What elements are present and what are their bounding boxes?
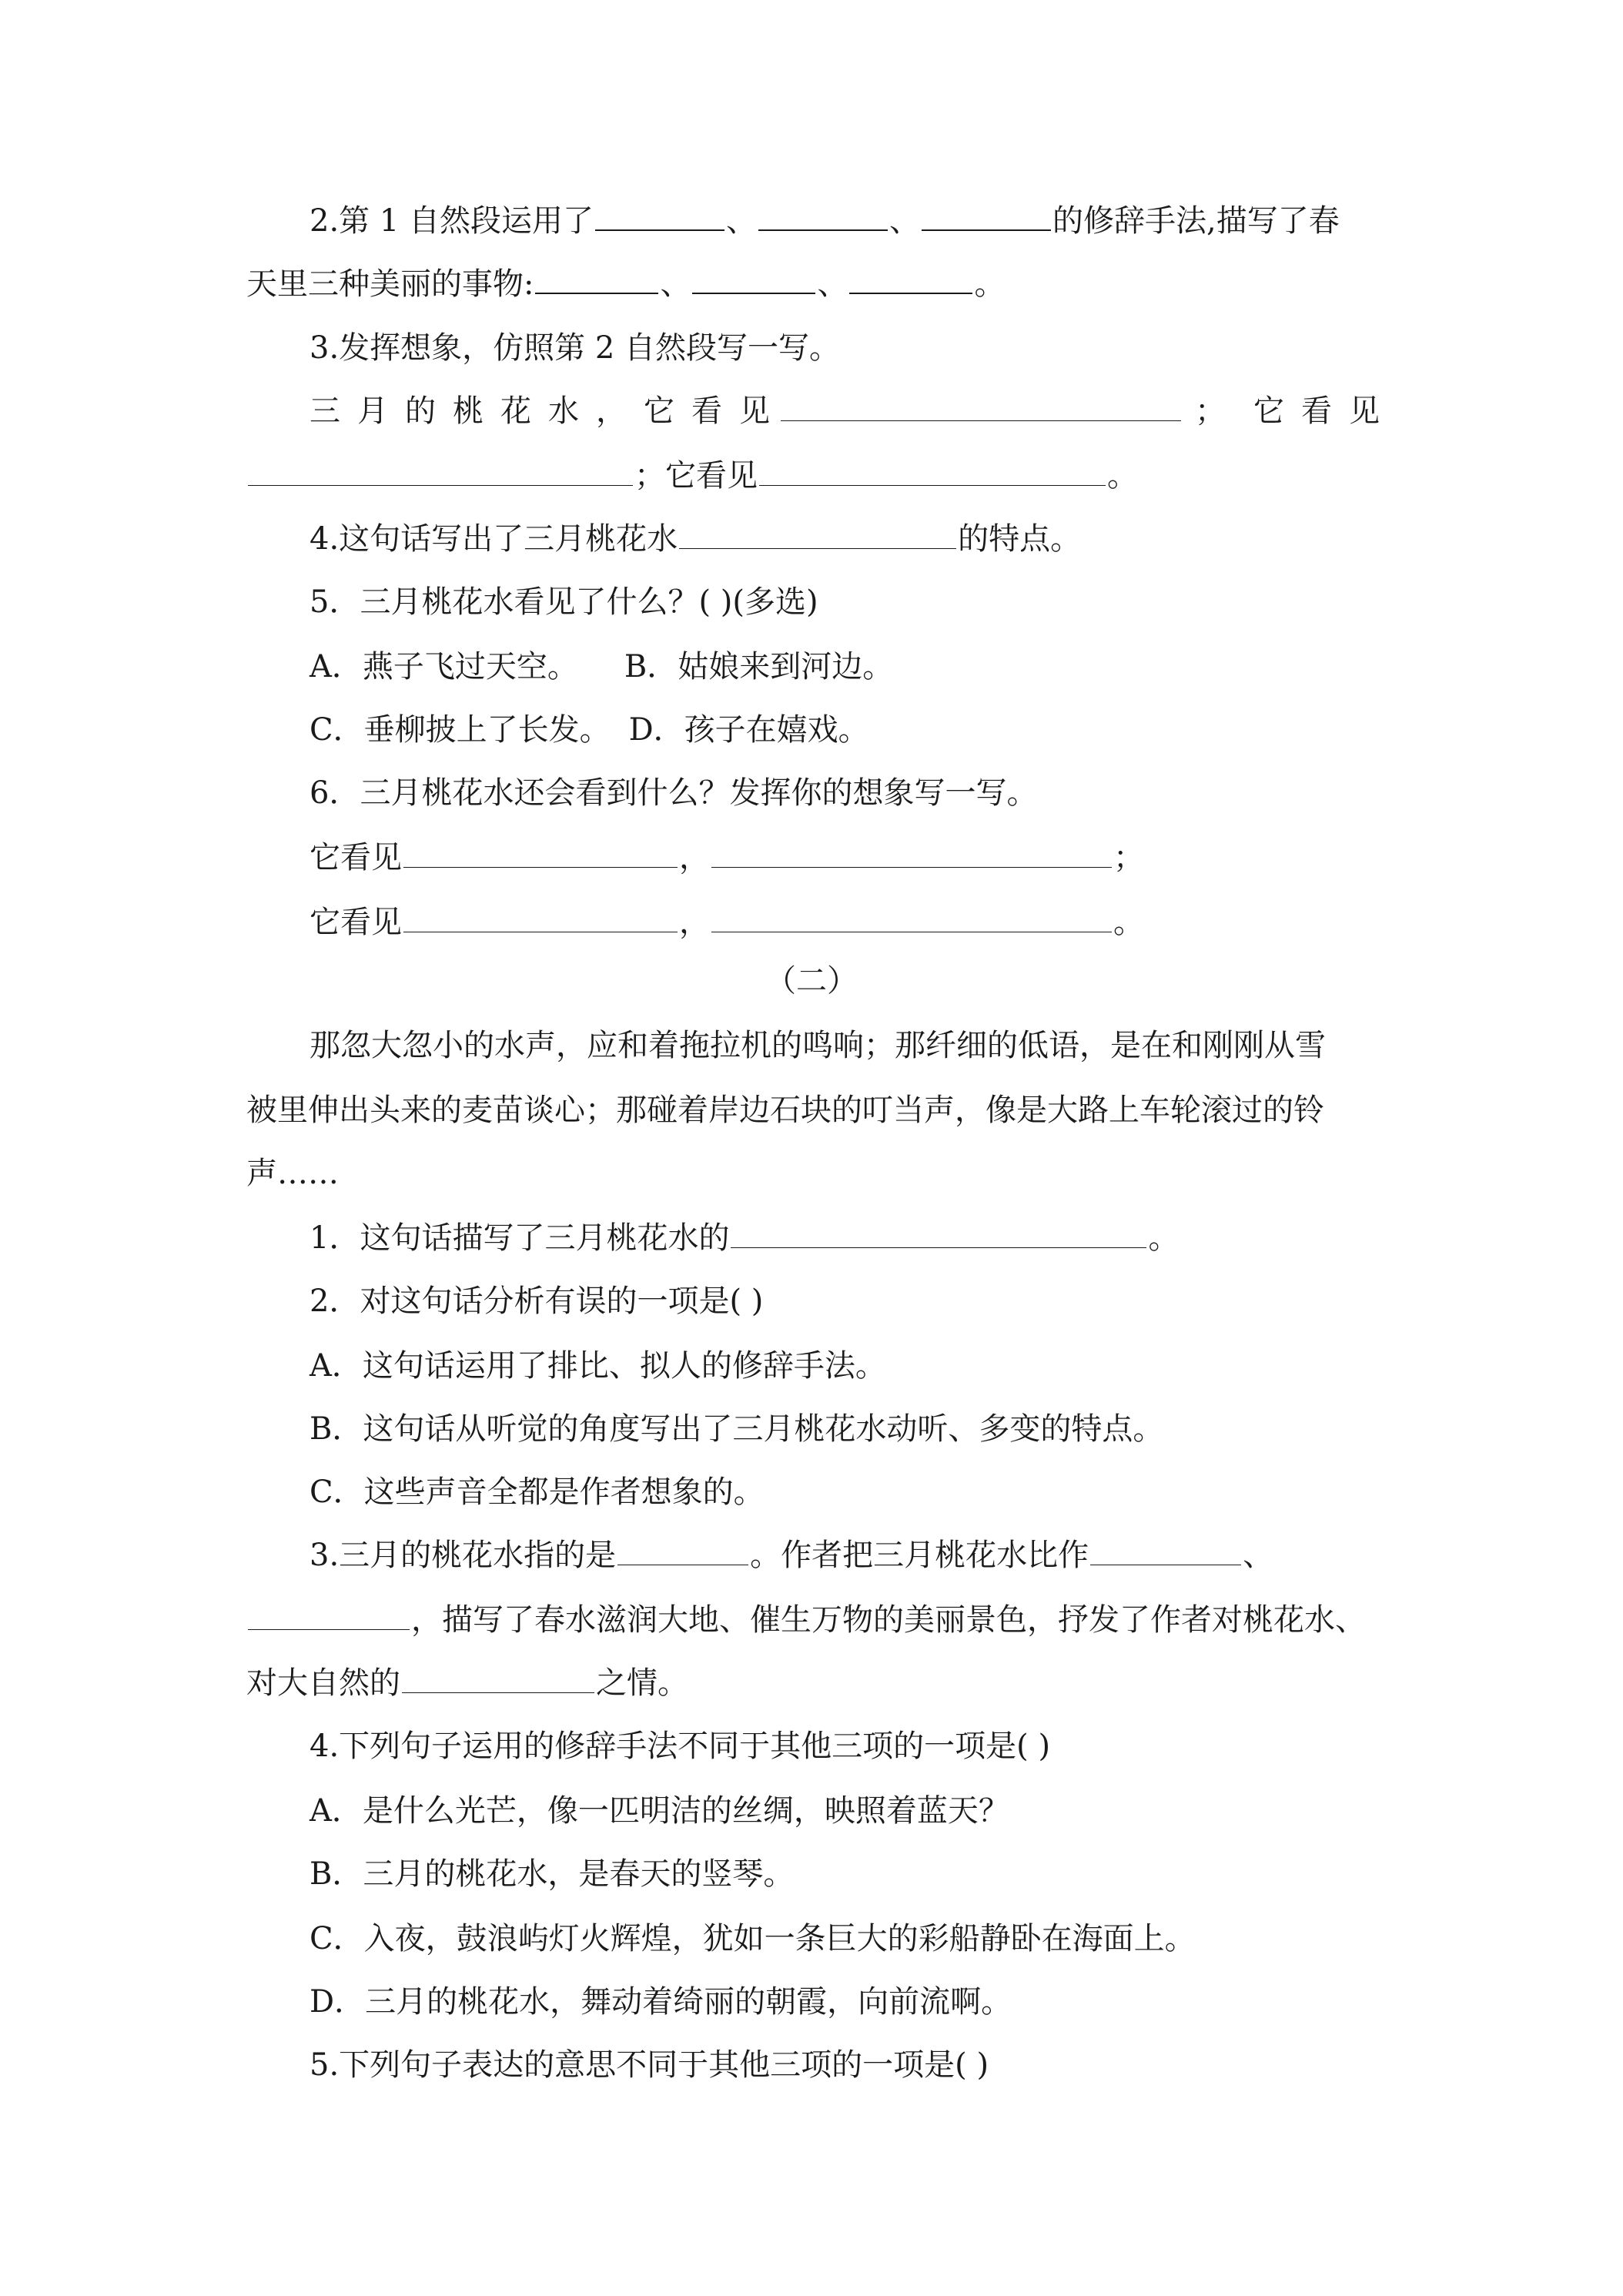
answer-blank[interactable] [711, 839, 1112, 868]
char: 水 [548, 393, 596, 429]
question-2-1 [310, 1220, 1449, 1257]
text: 天里三种美丽的事物: [246, 266, 534, 302]
question-2-4-option-d[interactable]: D．三月的桃花水，舞动着绮丽的朝霞，向前流啊。 [310, 1984, 1012, 2020]
answer-blank[interactable] [595, 202, 724, 231]
question-2-4-title: 4.下列句子运用的修辞手法不同于其他三项的一项是( ) [310, 1729, 1051, 1764]
answer-blank[interactable] [731, 1220, 1146, 1248]
text: 。 [1107, 458, 1138, 494]
text: 它看见 [310, 840, 402, 875]
question-1-5-title: 5．三月桃花水看见了什么？( )(多选) [310, 584, 818, 620]
question-2-2-title: 2．对这句话分析有误的一项是( ) [310, 1284, 764, 1319]
char: ， [596, 393, 644, 429]
question-1-3-title: 3.发挥想象，仿照第 2 自然段写一写。 [310, 330, 841, 366]
question-2-5-title: 5.下列句子表达的意思不同于其他三项的一项是( ) [310, 2047, 989, 2083]
question-1-2-line2 [246, 265, 1386, 303]
text: 。作者把三月桃花水比作 [750, 1538, 1089, 1573]
answer-blank[interactable] [679, 520, 956, 549]
answer-blank[interactable] [759, 457, 1106, 486]
text: 之情。 [596, 1665, 688, 1701]
text: 。 [1148, 1220, 1180, 1256]
section-heading: （二） [765, 963, 858, 999]
option-b[interactable]: B．姑娘来到河边。 [624, 649, 894, 684]
char: 三 [310, 393, 357, 429]
char: 见 [1349, 393, 1380, 429]
char: 看 [691, 393, 739, 429]
answer-blank[interactable] [922, 202, 1051, 231]
text: 的修辞手法,描写了春 [1052, 203, 1340, 239]
text: ， [679, 905, 710, 940]
question-2-2-option-a[interactable]: A．这句话运用了排比、拟人的修辞手法。 [310, 1348, 886, 1384]
text: 、 [889, 203, 921, 239]
char: 见 [739, 393, 770, 429]
answer-blank[interactable] [849, 265, 972, 294]
question-2-3-line1 [310, 1537, 1449, 1574]
text: ； [1113, 840, 1144, 875]
answer-blank[interactable] [403, 839, 678, 868]
question-1-3-line1 [310, 393, 1387, 430]
answer-blank[interactable] [711, 904, 1112, 932]
question-1-6-line2 [310, 904, 1449, 941]
question-2-2-option-c[interactable]: C．这些声音全都是作者想象的。 [310, 1474, 765, 1510]
answer-blank[interactable] [1090, 1537, 1241, 1565]
text: 。 [974, 266, 1006, 302]
char: 的 [405, 393, 453, 429]
char: 月 [357, 393, 405, 429]
answer-blank[interactable] [692, 265, 815, 294]
question-2-3-line3 [246, 1665, 1386, 1702]
answer-blank[interactable] [758, 202, 888, 231]
char: 桃 [453, 393, 500, 429]
text: 3.三月的桃花水指的是 [310, 1538, 617, 1573]
answer-blank[interactable] [248, 457, 633, 486]
answer-blank[interactable] [402, 1665, 594, 1693]
text: ，描写了春水滋润大地、催生万物的美丽景色，抒发了作者对桃花水、 [411, 1602, 1366, 1638]
text: 。 [1113, 905, 1144, 940]
char: 它 [1253, 393, 1301, 429]
text: 、 [817, 266, 848, 302]
char: 花 [500, 393, 548, 429]
question-1-6-title: 6．三月桃花水还会看到什么？发挥你的想象写一写。 [310, 775, 1038, 811]
text: ；它看见 [634, 458, 758, 494]
question-2-4-option-a[interactable]: A．是什么光芒，像一匹明洁的丝绸，映照着蓝天？ [310, 1793, 1009, 1829]
option-d[interactable]: D．孩子在嬉戏。 [628, 712, 869, 748]
question-1-5-options-ab [310, 648, 1449, 685]
question-1-5-options-cd [310, 711, 1449, 748]
question-1-3-line2 [246, 457, 1386, 494]
question-2-3-line2 [246, 1602, 1386, 1638]
answer-blank[interactable] [248, 1602, 410, 1630]
text: 、 [660, 266, 691, 302]
char: 它 [644, 393, 691, 429]
answer-blank[interactable] [617, 1537, 748, 1565]
text: 它看见 [310, 905, 402, 940]
option-a[interactable]: A．燕子飞过天空。 [310, 649, 578, 684]
text: 2.第 1 自然段运用了 [310, 203, 594, 239]
question-2-4-option-c[interactable]: C．入夜，鼓浪屿灯火辉煌，犹如一条巨大的彩船静卧在海面上。 [310, 1921, 1196, 1956]
question-1-4 [310, 520, 1449, 557]
answer-blank[interactable] [403, 904, 678, 932]
question-2-2-option-b[interactable]: B．这句话从听觉的角度写出了三月桃花水动听、多变的特点。 [310, 1411, 1164, 1447]
text: ； [1195, 393, 1226, 429]
passage-line-3: 声…… [246, 1156, 339, 1191]
text: ， [679, 840, 710, 875]
answer-blank[interactable] [781, 393, 1181, 421]
passage-line-2: 被里伸出头来的麦苗谈心；那碰着岸边石块的叮当声，像是大路上车轮滚过的铃 [246, 1093, 1324, 1128]
option-c[interactable]: C．垂柳披上了长发。 [310, 712, 611, 748]
text: 对大自然的 [246, 1665, 400, 1701]
text: 、 [1243, 1538, 1274, 1573]
answer-blank[interactable] [535, 265, 658, 294]
question-1-6-line1 [310, 839, 1449, 876]
text: 、 [726, 203, 758, 239]
question-2-4-option-b[interactable]: B．三月的桃花水，是春天的竖琴。 [310, 1856, 795, 1892]
passage-line-1: 那忽大忽小的水声，应和着拖拉机的鸣响；那纤细的低语，是在和刚刚从雪 [310, 1028, 1326, 1063]
question-1-2-line1 [310, 202, 1449, 239]
text: 的特点。 [958, 521, 1082, 557]
text: 4.这句话写出了三月桃花水 [310, 521, 678, 557]
char: 看 [1301, 393, 1349, 429]
text: 1．这句话描写了三月桃花水的 [310, 1220, 730, 1256]
